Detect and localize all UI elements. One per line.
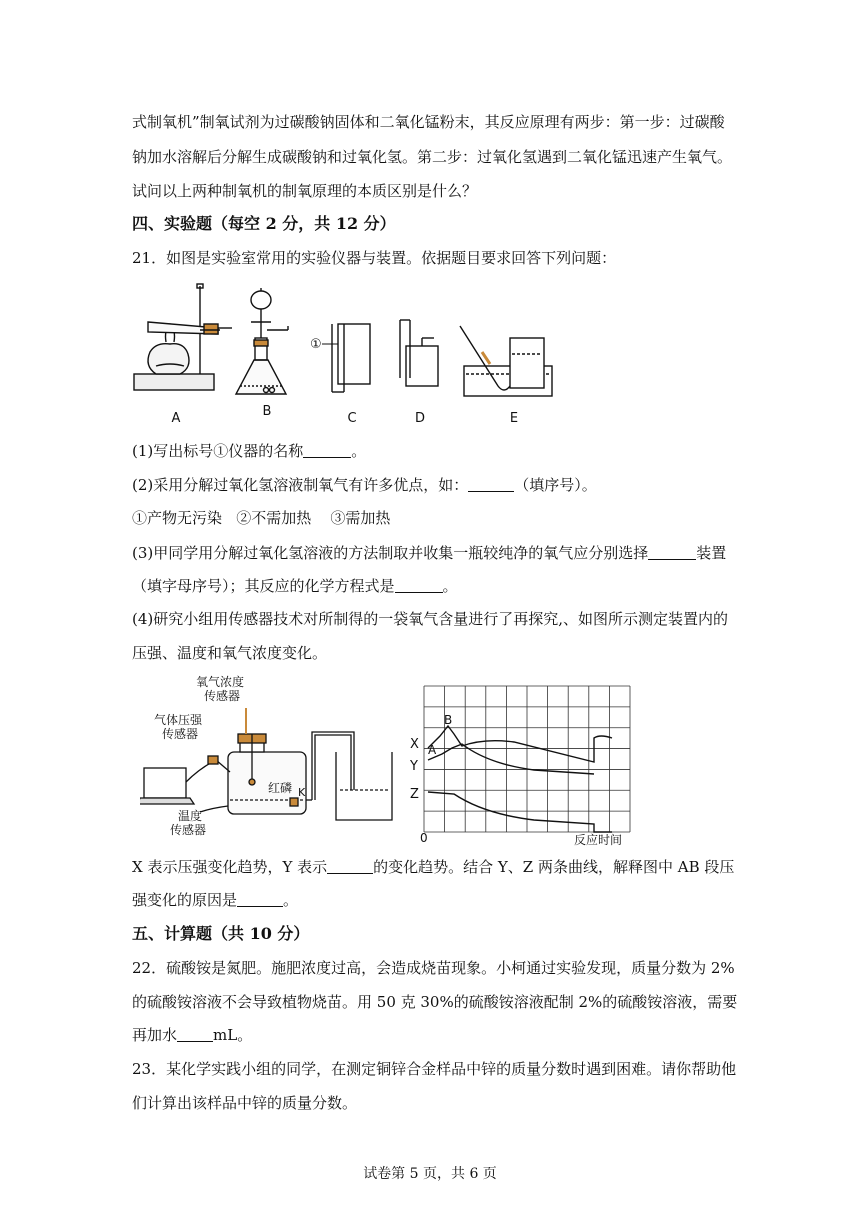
label-e: E	[509, 411, 519, 426]
graph-label-a: A	[428, 743, 437, 757]
q21-p2-end: （填序号）。	[514, 476, 597, 494]
label-d: D	[414, 411, 426, 426]
oxygen-sensor-label-1: 氧气浓度	[196, 675, 245, 689]
answer-blank-4[interactable]	[395, 577, 443, 593]
q21-part-4b-line-2	[132, 890, 298, 910]
graph-origin: 0	[420, 831, 428, 845]
q21-part-3-line-1	[132, 543, 726, 563]
answer-blank-5[interactable]	[327, 858, 373, 874]
q22-line-2: 的硫酸铵溶液不会导致植物烧苗。用 50 克 30%的硫酸铵溶液配制 2%的硫酸铵溶液，需要	[132, 993, 738, 1011]
q21-p4b-cont: 的变化趋势。结合 Y、Z 两条曲线，解释图中 AB 段压	[373, 858, 735, 876]
apparatus-figure	[126, 282, 566, 427]
q20-text-line-3: 试问以上两种制氧机的制氧原理的本质区别是什么？	[132, 182, 478, 200]
graph-label-y: Y	[410, 759, 418, 774]
red-phosphorus-label: 红磷	[268, 781, 293, 795]
q23-line-2: 们计算出该样品中锌的质量分数。	[132, 1094, 358, 1112]
q21-part-3-line-2	[132, 576, 458, 596]
section-4-heading: 四、实验题（每空 2 分，共 12 分）	[132, 214, 396, 233]
label-c: C	[347, 411, 357, 426]
pressure-sensor-label-2: 传感器	[162, 727, 199, 741]
answer-blank-1[interactable]	[303, 442, 351, 458]
q21-stem: 21．如图是实验室常用的实验仪器与装置。依据题目要求回答下列问题：	[132, 249, 617, 267]
graph-label-z: Z	[410, 787, 419, 802]
q21-p3-line2-end: 。	[442, 577, 458, 595]
q21-p1-end: 。	[351, 442, 367, 460]
label-a: A	[171, 411, 181, 426]
q20-text-line-2: 钠加水溶解后分解生成碳酸钠和过氧化氢。第二步：过氧化氢遇到二氧化锰迅速产生氧气。	[132, 148, 733, 166]
q22-line3-text: 再加水	[132, 1026, 178, 1044]
sensor-curves-graph	[404, 682, 640, 850]
graph-label-x: X	[410, 737, 419, 752]
q21-p4b-line2-end: 。	[283, 891, 299, 909]
temp-sensor-label-2: 传感器	[170, 823, 207, 837]
answer-blank-6[interactable]	[237, 891, 283, 907]
sensor-setup-figure	[140, 672, 402, 842]
q21-p4b-text: X 表示压强变化趋势，Y 表示	[132, 858, 328, 876]
q21-part-4b-line-1	[132, 857, 734, 877]
q22-line-3	[132, 1025, 252, 1045]
answer-blank-7[interactable]	[177, 1026, 213, 1042]
q21-p3-line2-text: （填字母序号）；其反应的化学方程式是	[132, 577, 395, 595]
q21-part-1	[132, 441, 366, 461]
q22-line3-end: mL。	[213, 1026, 253, 1044]
oxygen-sensor-label-2: 传感器	[204, 689, 241, 703]
answer-blank-3[interactable]	[648, 544, 696, 560]
q23-line-1: 23．某化学实践小组的同学，在测定铜锌合金样品中锌的质量分数时遇到困难。请你帮助他	[132, 1060, 737, 1078]
q21-part-2	[132, 475, 597, 495]
q21-p3-end: 装置	[696, 544, 727, 562]
temp-sensor-label-1: 温度	[178, 809, 203, 823]
graph-label-b: B	[444, 713, 453, 727]
label-b: B	[262, 404, 272, 419]
q21-options: ①产物无污染 ②不需加热 ③需加热	[132, 509, 391, 527]
q22-line-1: 22．硫酸铵是氮肥。施肥浓度过高，会造成烧苗现象。小柯通过实验发现，质量分数为 2%	[132, 959, 735, 977]
section-5-heading: 五、计算题（共 10 分）	[132, 924, 310, 943]
marker-1: ①	[310, 337, 322, 352]
q21-p4b-line2-text: 强变化的原因是	[132, 891, 238, 909]
q21-part-4-line-1: (4)研究小组用传感器技术对所制得的一袋氧气含量进行了再探究,、如图所示测定装置内的	[132, 610, 729, 628]
answer-blank-2[interactable]	[468, 476, 514, 492]
page-footer: 试卷第 5 页，共 6 页	[363, 1166, 497, 1182]
q21-part-4-line-2: 压强、温度和氧气浓度变化。	[132, 644, 328, 662]
pressure-sensor-label-1: 气体压强	[154, 713, 203, 727]
q21-p3-text: (3)甲同学用分解过氧化氢溶液的方法制取并收集一瓶较纯净的氧气应分别选择	[132, 544, 649, 562]
q21-p2-text: (2)采用分解过氧化氢溶液制氧气有许多优点，如：	[132, 476, 469, 494]
valve-k-label: K	[298, 786, 306, 799]
q21-p1-text: (1)写出标号①仪器的名称	[132, 442, 304, 460]
graph-x-axis-label: 反应时间	[574, 833, 623, 847]
q20-text-line-1: 式制氧机”制氧试剂为过碳酸钠固体和二氧化锰粉末，其反应原理有两步：第一步：过碳酸	[132, 113, 725, 131]
